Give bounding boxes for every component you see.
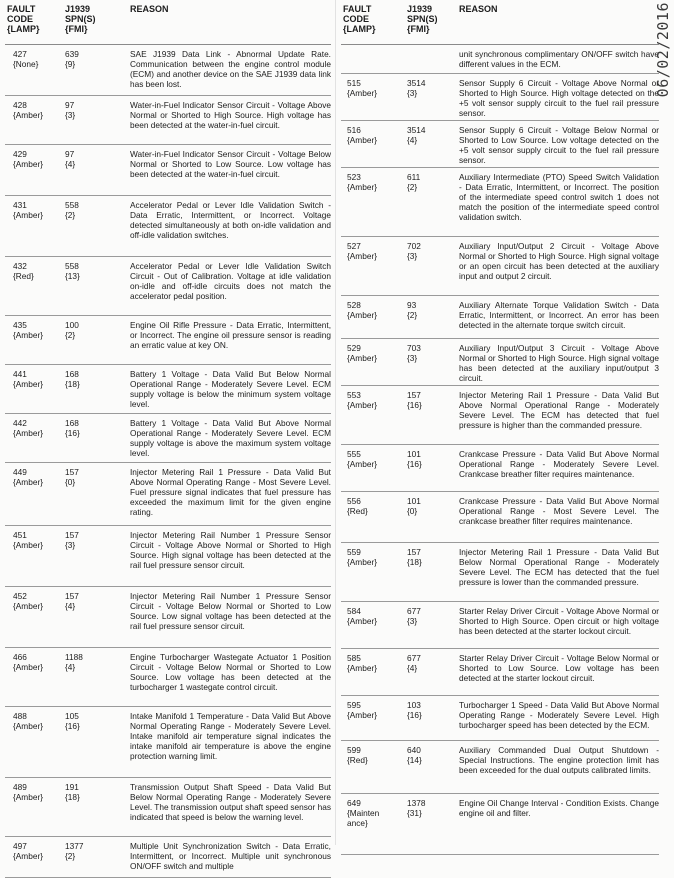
spn-fmi-cell: 168 {18} bbox=[65, 369, 80, 389]
table-row bbox=[341, 45, 659, 74]
reason-header: REASON bbox=[130, 4, 169, 14]
spn-fmi-cell: 677 {4} bbox=[407, 653, 421, 673]
right-table-header bbox=[341, 4, 659, 45]
spn-fmi-cell: 639 {9} bbox=[65, 49, 79, 69]
spn-fmi-cell: 97 {4} bbox=[65, 149, 76, 169]
reason-cell: Starter Relay Driver Circuit - Voltage Below Normal or Shorted to Low Source. Low voltage has been detected at the starter lockout circuit. bbox=[459, 653, 659, 683]
reason-cell: Water-in-Fuel Indicator Sensor Circuit - Voltage Below Normal or Shorted to Low Source. Low voltage has been detected at the water-in-fuel circuit. bbox=[130, 149, 331, 179]
fault-code-header: FAULT CODE {LAMP} bbox=[7, 4, 40, 34]
table-row bbox=[5, 778, 331, 837]
spn-fmi-cell: 191 {18} bbox=[65, 782, 80, 802]
table-row bbox=[341, 339, 659, 386]
fault-code-cell: 649 {Mainten ance} bbox=[347, 798, 380, 828]
reason-cell: Injector Metering Rail 1 Pressure - Data Valid But Below Normal Operational Range - Moderately Severe Level. The ECM has detected that the fuel pressure is lower than the commanded pressure. bbox=[459, 547, 659, 587]
reason-cell: Auxiliary Alternate Torque Validation Switch - Data Erratic, Intermittent, or Incorrect. An error has been detected in the alternate torque switch circuit. bbox=[459, 300, 659, 330]
spn-header: J1939 SPN(S) {FMI} bbox=[407, 4, 438, 34]
reason-cell: SAE J1939 Data Link - Abnormal Update Rate. Communication between the engine control module (ECM) and another device on the SAE J1939 data link has been lost. bbox=[130, 49, 331, 89]
reason-cell: Auxiliary Input/Output 3 Circuit - Voltage Above Normal or Shorted to High Source. High signal voltage has been detected at the auxiliary input/output 3 circuit. bbox=[459, 343, 659, 383]
fault-code-cell: 432 {Red} bbox=[13, 261, 34, 281]
table-row bbox=[5, 145, 331, 196]
table-row bbox=[341, 296, 659, 339]
fault-code-cell: 451 {Amber} bbox=[13, 530, 43, 550]
table-row bbox=[341, 74, 659, 121]
table-row bbox=[5, 526, 331, 587]
table-row bbox=[341, 168, 659, 237]
fault-code-cell: 523 {Amber} bbox=[347, 172, 377, 192]
fault-code-cell: 556 {Red} bbox=[347, 496, 368, 516]
fault-code-cell: 442 {Amber} bbox=[13, 418, 43, 438]
spn-fmi-cell: 157 {0} bbox=[65, 467, 79, 487]
table-row bbox=[5, 648, 331, 707]
reason-cell: Engine Turbocharger Wastegate Actuator 1 Position Circuit - Voltage Below Normal or Shorted to Low Source. Low voltage has been detected at the turbocharger 1 wastegate control circuit. bbox=[130, 652, 331, 692]
spn-fmi-cell: 677 {3} bbox=[407, 606, 421, 626]
reason-cell: Injector Metering Rail Number 1 Pressure Sensor Circuit - Voltage Above Normal or Shorted to High Source. High signal voltage has been detected at the rail fuel pressure sensor circuit. bbox=[130, 530, 331, 570]
spn-fmi-cell: 93 {2} bbox=[407, 300, 418, 320]
fault-code-header: FAULT CODE {LAMP} bbox=[343, 4, 376, 34]
fault-code-cell: 528 {Amber} bbox=[347, 300, 377, 320]
spn-fmi-cell: 157 {16} bbox=[407, 390, 422, 410]
spn-fmi-cell: 105 {16} bbox=[65, 711, 80, 731]
reason-cell: unit synchronous complimentary ON/OFF switch have different values in the ECM. bbox=[459, 49, 659, 69]
table-row bbox=[5, 414, 331, 463]
fault-code-cell: 584 {Amber} bbox=[347, 606, 377, 626]
reason-cell: Starter Relay Driver Circuit - Voltage Above Normal or Shorted to High Source. Open circuit or high voltage has been detected at the starter lockout circuit. bbox=[459, 606, 659, 636]
fault-code-cell: 441 {Amber} bbox=[13, 369, 43, 389]
table-row bbox=[341, 794, 659, 855]
table-row bbox=[5, 463, 331, 526]
reason-cell: Engine Oil Rifle Pressure - Data Erratic, Intermittent, or Incorrect. The engine oil pressure sensor is reading an erratic value at key ON. bbox=[130, 320, 331, 350]
left-table-header bbox=[5, 4, 331, 45]
fault-code-cell: 435 {Amber} bbox=[13, 320, 43, 340]
reason-cell: Intake Manifold 1 Temperature - Data Valid But Above Normal Operating Range - Moderately Severe Level. Intake manifold air temperature signal indicates the intake manifold air temperature is above the engine protection warning limit. bbox=[130, 711, 331, 761]
spn-fmi-cell: 157 {3} bbox=[65, 530, 79, 550]
table-row bbox=[5, 96, 331, 145]
spn-fmi-cell: 703 {3} bbox=[407, 343, 421, 363]
fault-code-cell: 452 {Amber} bbox=[13, 591, 43, 611]
fault-code-cell: 595 {Amber} bbox=[347, 700, 377, 720]
fault-code-cell: 599 {Red} bbox=[347, 745, 368, 765]
fault-code-cell: 585 {Amber} bbox=[347, 653, 377, 673]
fault-code-cell: 427 {None} bbox=[13, 49, 39, 69]
spn-fmi-cell: 101 {0} bbox=[407, 496, 421, 516]
table-row bbox=[5, 196, 331, 257]
spn-fmi-cell: 702 {3} bbox=[407, 241, 421, 261]
table-row bbox=[341, 445, 659, 492]
table-row bbox=[5, 837, 331, 878]
reason-cell: Injector Metering Rail Number 1 Pressure Sensor Circuit - Voltage Below Normal or Shorted to Low Source. Low signal voltage has been detected at the rail fuel pressure sensor circuit. bbox=[130, 591, 331, 631]
spn-fmi-cell: 611 {2} bbox=[407, 172, 421, 192]
fault-code-cell: 428 {Amber} bbox=[13, 100, 43, 120]
spn-fmi-cell: 558 {13} bbox=[65, 261, 80, 281]
spn-fmi-cell: 100 {2} bbox=[65, 320, 79, 340]
table-row bbox=[5, 316, 331, 365]
table-row bbox=[5, 587, 331, 648]
reason-cell: Battery 1 Voltage - Data Valid But Below Normal Operational Range - Moderately Severe Level. ECM supply voltage is below the minimum system voltage level. bbox=[130, 369, 331, 409]
left-table-body bbox=[5, 45, 331, 878]
spn-fmi-cell: 1188 {4} bbox=[65, 652, 83, 672]
spn-fmi-cell: 640 {14} bbox=[407, 745, 422, 765]
table-row bbox=[341, 696, 659, 741]
date-stamp: 06/02/2016 bbox=[654, 2, 672, 98]
spn-fmi-cell: 3514 {3} bbox=[407, 78, 426, 98]
table-row bbox=[341, 543, 659, 602]
reason-header: REASON bbox=[459, 4, 498, 14]
table-row bbox=[341, 386, 659, 445]
reason-cell: Injector Metering Rail 1 Pressure - Data Valid But Above Normal Operating Range - Most Severe Level. Fuel pressure signal indicates that fuel pressure has exceeded the maximum limit for the given engine rating. bbox=[130, 467, 331, 517]
reason-cell: Auxiliary Input/Output 2 Circuit - Voltage Above Normal or Shorted to High Source. High signal voltage or an open circuit has been detected at the auxiliary input and output 2 circuit. bbox=[459, 241, 659, 281]
table-row bbox=[341, 237, 659, 296]
fault-code-cell: 449 {Amber} bbox=[13, 467, 43, 487]
reason-cell: Multiple Unit Synchronization Switch - Data Erratic, Intermittent, or Incorrect. Multiple unit synchronous ON/OFF switch and multiple bbox=[130, 841, 331, 871]
reason-cell: Engine Oil Change Interval - Condition Exists. Change engine oil and filter. bbox=[459, 798, 659, 818]
spn-fmi-cell: 168 {16} bbox=[65, 418, 80, 438]
reason-cell: Auxiliary Commanded Dual Output Shutdown - Special Instructions. The engine protection limit has been exceeded for the dual outputs calibrated limits. bbox=[459, 745, 659, 775]
spn-fmi-cell: 97 {3} bbox=[65, 100, 76, 120]
fault-code-cell: 527 {Amber} bbox=[347, 241, 377, 261]
table-row bbox=[5, 707, 331, 778]
reason-cell: Accelerator Pedal or Lever Idle Validation Switch Circuit - Out of Calibration. Voltage at idle validation on-idle and off-idle circuits does not match the accelerator pedal position. bbox=[130, 261, 331, 301]
spn-fmi-cell: 558 {2} bbox=[65, 200, 79, 220]
left-column bbox=[5, 4, 331, 878]
spn-fmi-cell: 3514 {4} bbox=[407, 125, 426, 145]
reason-cell: Water-in-Fuel Indicator Sensor Circuit - Voltage Above Normal or Shorted to High Source. High voltage has been detected at the water-in-fuel circuit. bbox=[130, 100, 331, 130]
right-column bbox=[341, 4, 659, 855]
reason-cell: Sensor Supply 6 Circuit - Voltage Above Normal or Shorted to High Source. High voltage detected on the +5 volt sensor supply circuit to the fuel rail pressure sensor. bbox=[459, 78, 659, 118]
fault-code-cell: 529 {Amber} bbox=[347, 343, 377, 363]
column-divider bbox=[335, 0, 336, 845]
fault-code-cell: 515 {Amber} bbox=[347, 78, 377, 98]
table-row bbox=[341, 602, 659, 649]
table-row bbox=[5, 365, 331, 414]
reason-cell: Crankcase Pressure - Data Valid But Above Normal Operational Range - Most Severe Level. The crankcase breather filter requires maintenance. bbox=[459, 496, 659, 526]
fault-code-cell: 553 {Amber} bbox=[347, 390, 377, 410]
fault-code-cell: 555 {Amber} bbox=[347, 449, 377, 469]
reason-cell: Battery 1 Voltage - Data Valid But Above Normal Operational Range - Moderately Severe Level. ECM supply voltage is above the maximum system voltage level. bbox=[130, 418, 331, 458]
table-row bbox=[341, 492, 659, 543]
table-row bbox=[5, 257, 331, 316]
fault-code-cell: 431 {Amber} bbox=[13, 200, 43, 220]
fault-code-cell: 466 {Amber} bbox=[13, 652, 43, 672]
fault-code-cell: 559 {Amber} bbox=[347, 547, 377, 567]
spn-fmi-cell: 157 {18} bbox=[407, 547, 422, 567]
fault-code-cell: 497 {Amber} bbox=[13, 841, 43, 861]
reason-cell: Accelerator Pedal or Lever Idle Validation Switch - Data Erratic, Intermittent, or Incorrect. Voltage detected simultaneously at both on-idle validation and off-idle validation switches. bbox=[130, 200, 331, 240]
reason-cell: Sensor Supply 6 Circuit - Voltage Below Normal or Shorted to Low Source. Low voltage detected on the +5 volt sensor supply circuit to the fuel rail pressure sensor. bbox=[459, 125, 659, 165]
spn-fmi-cell: 1378 {31} bbox=[407, 798, 426, 818]
spn-fmi-cell: 101 {16} bbox=[407, 449, 422, 469]
reason-cell: Turbocharger 1 Speed - Data Valid But Above Normal Operating Range - Moderately Severe Level. High turbocharger speed has been detected by the ECM. bbox=[459, 700, 659, 730]
spn-fmi-cell: 1377 {2} bbox=[65, 841, 84, 861]
spn-fmi-cell: 103 {16} bbox=[407, 700, 422, 720]
table-row bbox=[5, 45, 331, 96]
spn-fmi-cell: 157 {4} bbox=[65, 591, 79, 611]
spn-header: J1939 SPN(S) {FMI} bbox=[65, 4, 96, 34]
table-row bbox=[341, 741, 659, 794]
fault-code-cell: 489 {Amber} bbox=[13, 782, 43, 802]
reason-cell: Auxiliary Intermediate (PTO) Speed Switch Validation - Data Erratic, Intermittent, or Incorrect. The position of the intermediate speed control switch 1 does not match the position of the intermediate speed control validation switch. bbox=[459, 172, 659, 222]
table-row bbox=[341, 121, 659, 168]
reason-cell: Transmission Output Shaft Speed - Data Valid But Below Normal Operating Range - Moderately Severe Level. The transmission output shaft speed sensor has indicated that speed is below the warning level. bbox=[130, 782, 331, 822]
reason-cell: Injector Metering Rail 1 Pressure - Data Valid But Above Normal Operational Range - Moderately Severe Level. The ECM has detected that fuel pressure is higher than the commanded pressure. bbox=[459, 390, 659, 430]
fault-code-cell: 516 {Amber} bbox=[347, 125, 377, 145]
reason-cell: Crankcase Pressure - Data Valid But Above Normal Operational Range - Moderately Severe Level. Crankcase breather filter requires maintenance. bbox=[459, 449, 659, 479]
fault-code-cell: 429 {Amber} bbox=[13, 149, 43, 169]
table-row bbox=[341, 649, 659, 696]
fault-code-cell: 488 {Amber} bbox=[13, 711, 43, 731]
right-table-body bbox=[341, 45, 659, 855]
